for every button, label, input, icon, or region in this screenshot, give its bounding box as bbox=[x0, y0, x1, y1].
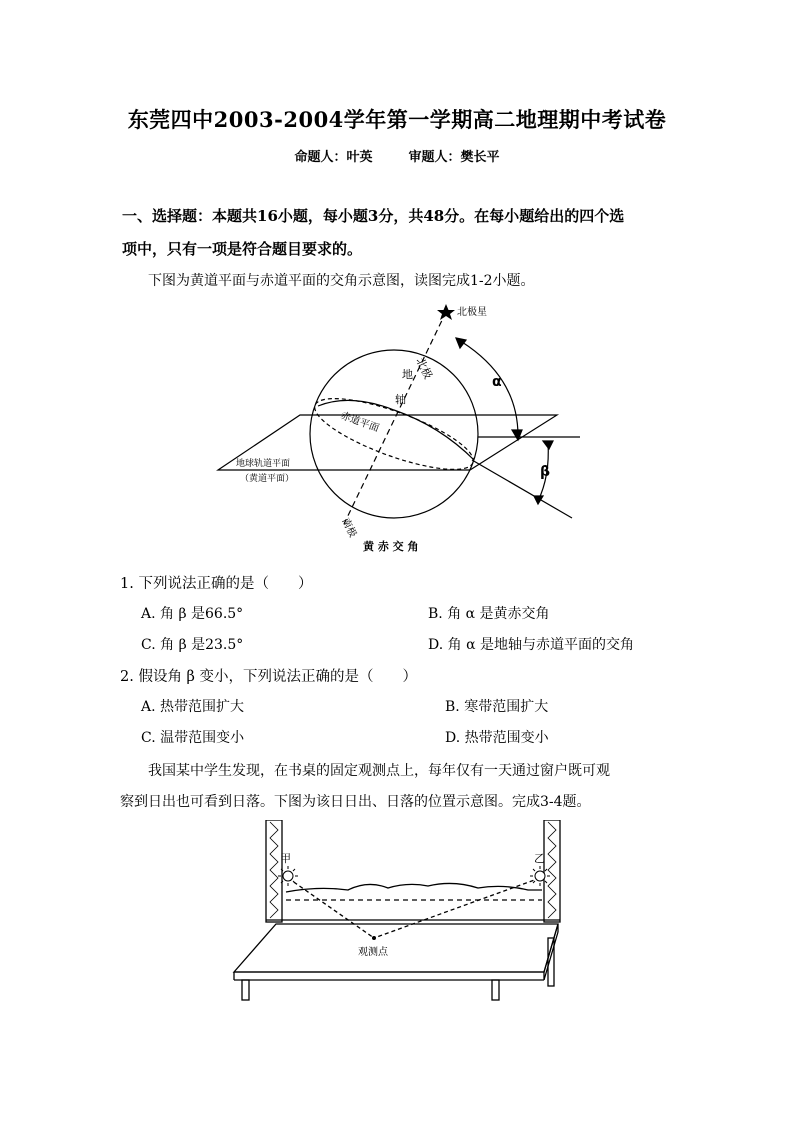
left-frame bbox=[266, 820, 282, 922]
sun-yi-icon bbox=[535, 871, 545, 881]
south-pole-label: 南极 bbox=[339, 516, 358, 540]
axis-label-2: 轴 bbox=[395, 393, 406, 406]
q2-option-b: B. 寒带范围扩大 bbox=[445, 699, 549, 715]
desk-top bbox=[234, 924, 558, 972]
earth-globe bbox=[310, 350, 478, 518]
window-diagram bbox=[228, 820, 568, 1002]
ecliptic-plane-label: （黄道平面） bbox=[240, 474, 295, 484]
intro2-line2: 察到日出也可看到日落。下图为该日日出、日落的位置示意图。完成3-4题。 bbox=[120, 794, 591, 810]
authors-line bbox=[0, 146, 794, 165]
sun-jia-icon bbox=[283, 871, 293, 881]
desk-leg-left bbox=[242, 980, 249, 1000]
equator-front bbox=[318, 400, 474, 460]
jia-label: 甲 bbox=[280, 852, 291, 865]
star-icon bbox=[437, 304, 455, 320]
equator-ellipse bbox=[308, 385, 481, 484]
q2-option-d: D. 热带范围变小 bbox=[445, 730, 549, 746]
q2-option-a: A. 热带范围扩大 bbox=[141, 699, 245, 715]
star-label: 北极星 bbox=[457, 307, 487, 318]
q1-option-d: D. 角 α 是地轴与赤道平面的交角 bbox=[428, 637, 634, 653]
observation-label: 观测点 bbox=[358, 947, 388, 958]
orbit-plane-label: 地球轨道平面 bbox=[236, 459, 291, 469]
q2-option-c: C. 温带范围变小 bbox=[141, 730, 245, 746]
figure1-caption: 黄 赤 交 角 bbox=[363, 540, 419, 553]
reviewer: 审题人：樊长平 bbox=[408, 150, 500, 165]
q1-stem: 1. 下列说法正确的是（ ） bbox=[120, 576, 313, 592]
axis-label-1: 地 bbox=[402, 368, 413, 381]
alpha-arc bbox=[462, 342, 518, 436]
alpha-label: α bbox=[492, 374, 502, 390]
north-pole-label: 北极 bbox=[413, 355, 435, 382]
q1-option-b: B. 角 α 是黄赤交角 bbox=[428, 606, 550, 622]
right-frame bbox=[544, 820, 560, 922]
intro1: 下图为黄道平面与赤道平面的交角示意图，读图完成1-2小题。 bbox=[148, 273, 535, 289]
section1-line2: 项中，只有一项是符合题目要求的。 bbox=[122, 240, 363, 258]
intro2-line1: 我国某中学生发现，在书桌的固定观测点上，每年仅有一天通过窗户既可观 bbox=[148, 763, 610, 779]
q1-option-c: C. 角 β 是23.5° bbox=[141, 637, 244, 653]
beta-label: β bbox=[540, 464, 551, 480]
page-title: 东莞四中2003-2004学年第一学期高二地理期中考试卷 bbox=[127, 107, 667, 132]
yi-label: 乙 bbox=[534, 852, 545, 865]
q1-option-a: A. 角 β 是66.5° bbox=[141, 606, 244, 622]
setter: 命题人：叶英 bbox=[294, 150, 373, 165]
desk-leg-right bbox=[492, 980, 499, 1000]
ecliptic-diagram bbox=[200, 298, 600, 560]
equator-extension bbox=[472, 460, 572, 518]
q2-stem: 2. 假设角 β 变小，下列说法正确的是（ ） bbox=[120, 669, 418, 685]
equator-plane-label: 赤道平面 bbox=[338, 410, 381, 435]
section1-line1: 一、选择题：本题共16小题，每小题3分，共48分。在每小题给出的四个选 bbox=[122, 207, 625, 225]
observation-point bbox=[372, 936, 376, 940]
